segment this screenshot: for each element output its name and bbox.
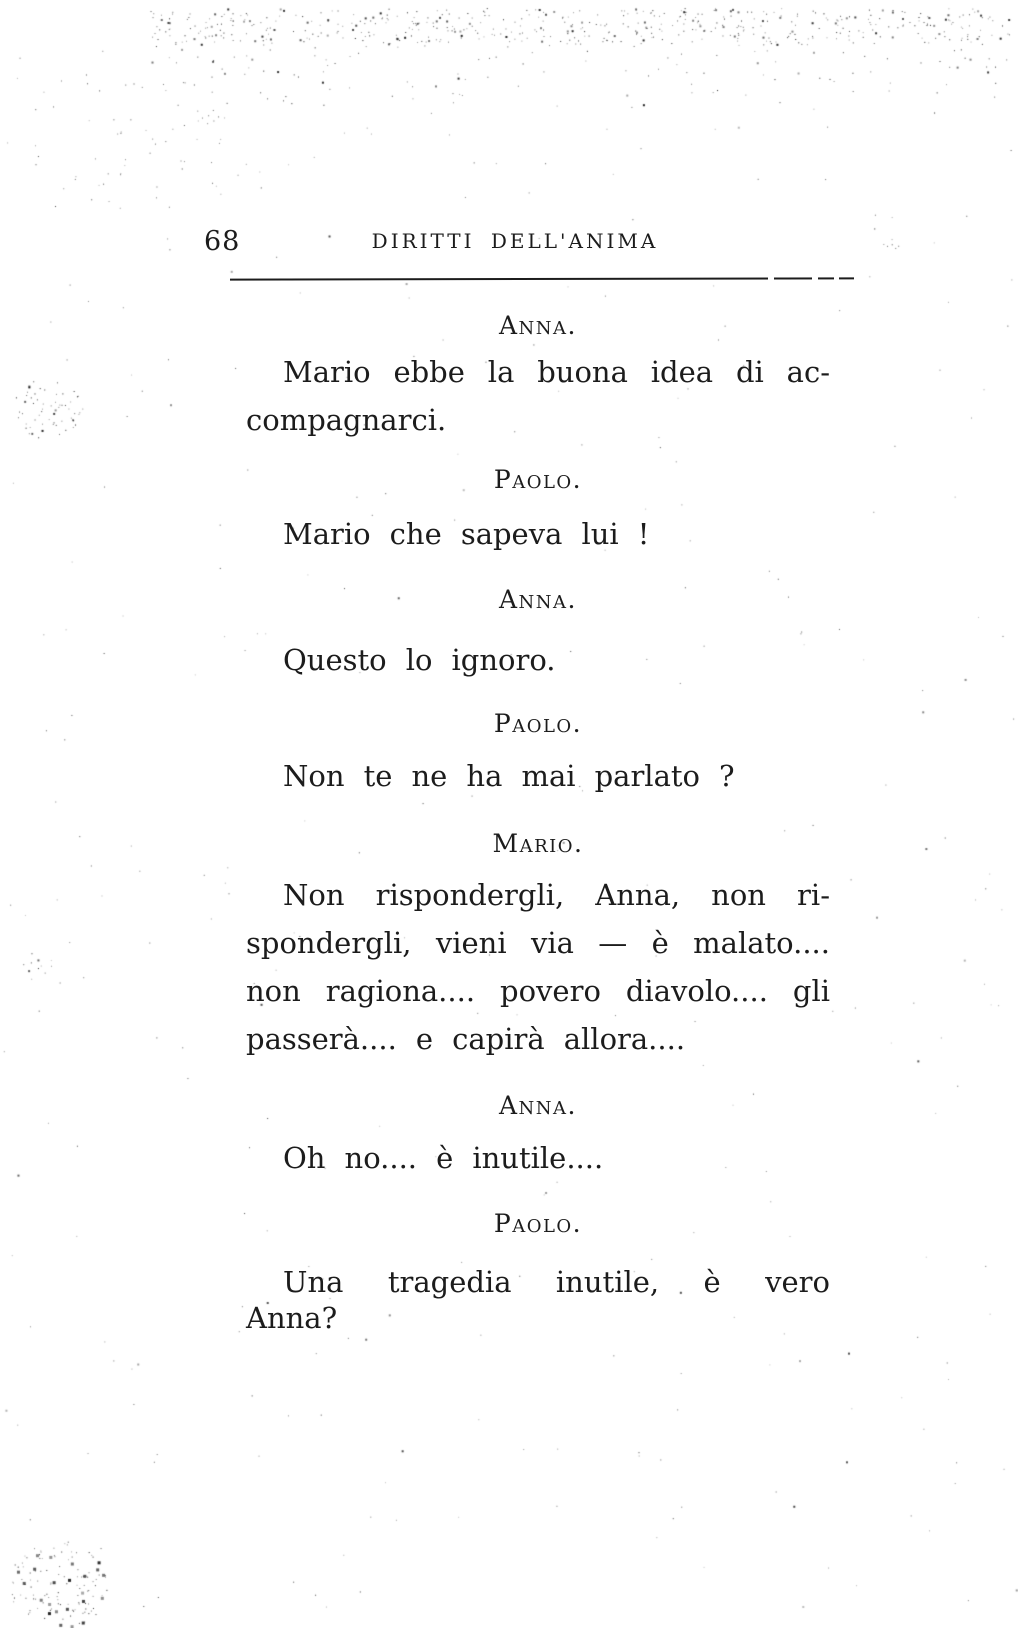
speech-line: compagnarci. bbox=[246, 403, 447, 437]
speaker-label: Anna. bbox=[499, 1091, 577, 1120]
speaker-label: Anna. bbox=[499, 311, 577, 340]
running-title: DIRITTI DELL'ANIMA bbox=[371, 229, 659, 253]
speech-line: Mario ebbe la buona idea di ac- bbox=[283, 355, 830, 389]
speaker-label: Paolo. bbox=[493, 1209, 583, 1238]
speech-line: non ragiona.... povero diavolo.... gli bbox=[246, 974, 830, 1008]
speech-line: Oh no.... è inutile.... bbox=[283, 1141, 604, 1175]
speech-line: passerà.... e capirà allora.... bbox=[246, 1022, 686, 1056]
speech-line: Mario che sapeva lui ! bbox=[283, 517, 650, 551]
speech-line: Non te ne ha mai parlato ? bbox=[283, 759, 735, 793]
speech-line: spondergli, vieni via — è malato.... bbox=[246, 926, 830, 960]
speaker-label: Anna. bbox=[499, 585, 577, 614]
page-number: 68 bbox=[204, 226, 241, 257]
speech-line: Una tragedia inutile, è vero Anna? bbox=[246, 1265, 830, 1335]
speaker-label: Paolo. bbox=[493, 465, 583, 494]
speaker-label: Paolo. bbox=[493, 709, 583, 738]
speech-line: Questo lo ignoro. bbox=[283, 643, 556, 677]
speaker-label: Mario. bbox=[492, 829, 584, 858]
speech-line: Non rispondergli, Anna, non ri- bbox=[283, 878, 830, 912]
